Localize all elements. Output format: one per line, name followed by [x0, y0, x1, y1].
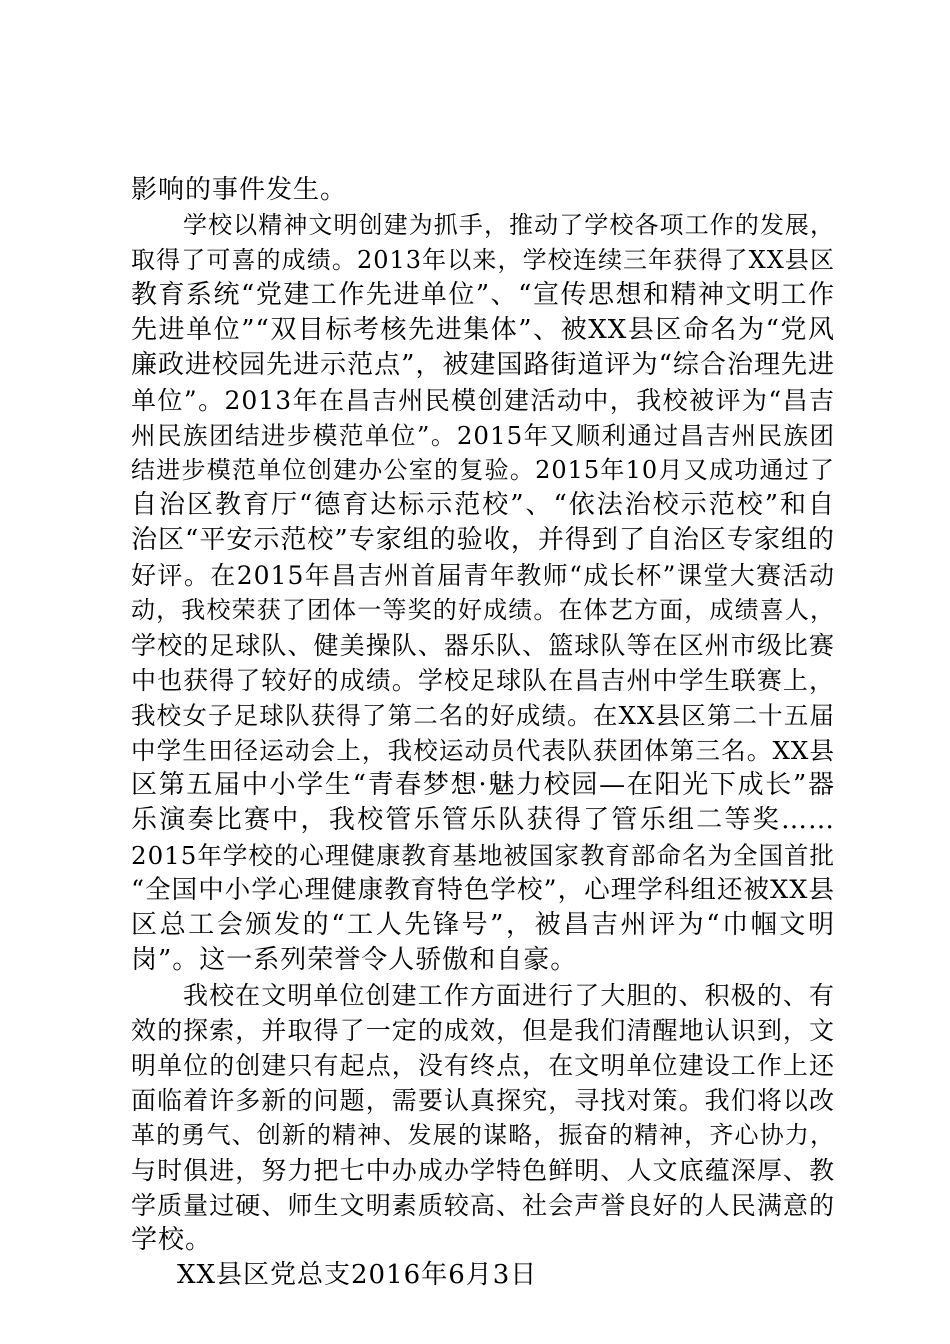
- text-line: 明单位的创建只有起点，没有终点，在文明单位建设工作上还: [131, 1051, 835, 1080]
- text-line: 我校在文明单位创建工作方面进行了大胆的、积极的、有: [183, 981, 835, 1010]
- text-line: 学质量过硬、师生文明素质较高、社会声誉良好的人民满意的: [131, 1191, 835, 1220]
- text-line: 取得了可喜的成绩。2013年以来，学校连续三年获得了XX县区: [131, 246, 835, 274]
- text-line: 中也获得了较好的成绩。学校足球队在昌吉州中学生联赛上，: [131, 666, 835, 695]
- text-line: 2015年学校的心理健康教育基地被国家教育部命名为全国首批: [131, 841, 835, 870]
- text-line: 中学生田径运动会上，我校运动员代表队获团体第三名。XX县: [131, 736, 835, 765]
- text-line: 廉政进校园先进示范点”，被建国路街道评为“综合治理先进: [131, 350, 835, 380]
- text-line: “全国中小学心理健康教育特色学校”，心理学科组还被XX县: [131, 875, 835, 905]
- text-line: 治区“平安示范校”专家组的验收，并得到了自治区专家组的: [131, 525, 835, 555]
- signature-line: XX县区党总支2016年6月3日: [177, 1260, 538, 1290]
- text-line: 革的勇气、创新的精神、发展的谋略，振奋的精神，齐心协力，: [131, 1121, 835, 1149]
- text-line: 学校的足球队、健美操队、器乐队、篮球队等在区州市级比赛: [131, 631, 835, 660]
- text-line: 影响的事件发生。: [131, 175, 348, 205]
- text-line: 自治区教育厅“德育达标示范校”、“依法治校示范校”和自: [131, 490, 835, 520]
- text-line: 效的探索，并取得了一定的成效，但是我们清醒地认识到，文: [131, 1016, 835, 1045]
- text-line: 结进步模范单位创建办公室的复验。2015年10月又成功通过了: [131, 456, 835, 484]
- text-line: 单位”。2013年在昌吉州民模创建活动中，我校被评为“昌吉: [131, 386, 835, 415]
- text-line: 学校以精神文明创建为抓手，推动了学校各项工作的发展，: [183, 211, 835, 239]
- text-line: 我校女子足球队获得了第二名的好成绩。在XX县区第二十五届: [131, 701, 835, 730]
- text-line: 州民族团结进步模范单位”。2015年又顺利通过昌吉州民族团: [131, 421, 835, 450]
- text-line: 好评。在2015年昌吉州首届青年教师“成长杯”课堂大赛活动: [131, 561, 835, 590]
- text-line: 乐演奏比赛中，我校管乐管乐队获得了管乐组二等奖……: [131, 805, 835, 835]
- text-line: 动，我校荣获了团体一等奖的好成绩。在体艺方面，成绩喜人，: [131, 596, 835, 624]
- text-line: 区总工会颁发的“工人先锋号”，被昌吉州评为“巾帼文明: [131, 910, 835, 940]
- text-line: 先进单位”“双目标考核先进集体”、被XX县区命名为“党风: [131, 315, 835, 345]
- text-line: 教育系统“党建工作先进单位”、“宣传思想和精神文明工作: [131, 280, 835, 310]
- text-line: 岗”。这一系列荣誉令人骄傲和自豪。: [131, 945, 578, 975]
- text-line: 学校。: [131, 1225, 213, 1255]
- text-line: 区第五届中小学生“青春梦想·魅力校园—在阳光下成长”器: [131, 770, 835, 800]
- text-line: 与时俱进，努力把七中办成办学特色鲜明、人文底蕴深厚、教: [131, 1156, 835, 1185]
- document-page: [131, 173, 835, 1293]
- document-body: [131, 173, 835, 1258]
- text-line: 面临着许多新的问题，需要认真探究，寻找对策。我们将以改: [131, 1086, 835, 1115]
